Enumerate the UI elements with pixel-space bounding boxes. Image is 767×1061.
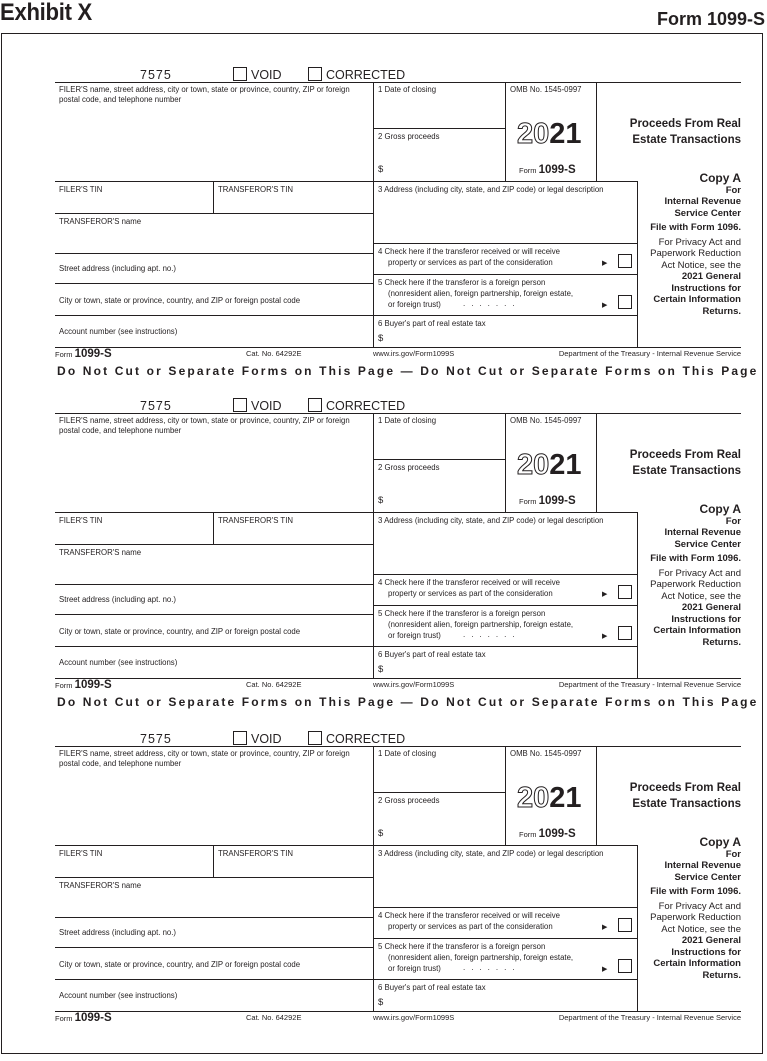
form-footer xyxy=(55,348,741,360)
box5-checkbox[interactable] xyxy=(618,295,632,309)
box2-dollar: $ xyxy=(378,164,384,175)
form-code: 7575 xyxy=(140,68,172,82)
void-label: VOID xyxy=(251,732,282,746)
form-number-box: Form 1099-S xyxy=(519,828,576,840)
city-label: City or town, state or province, country, and ZIP or foreign postal code xyxy=(59,296,301,305)
copy-a-file: File with Form 1096. xyxy=(650,886,741,897)
form-copy-1 xyxy=(0,67,767,397)
street-label: Street address (including apt. no.) xyxy=(59,264,177,273)
tax-year: 2021 xyxy=(517,782,582,814)
box5-leader-dots: ....... xyxy=(463,963,521,972)
account-label: Account number (see instructions) xyxy=(59,991,178,1000)
form-grid xyxy=(55,746,741,1012)
box6-label: 6 Buyer's part of real estate tax xyxy=(378,983,486,992)
box4-line2: property or services as part of the consideration xyxy=(388,258,553,267)
copy-a-privacy: For Privacy Act and Paperwork Reduction Act Notice, see the xyxy=(650,900,741,935)
box5-line1: 5 Check here if the transferor is a foreign person xyxy=(378,942,546,951)
box2-label: 2 Gross proceeds xyxy=(378,796,440,805)
form-copy-2 xyxy=(0,398,767,728)
footer-url[interactable]: www.irs.gov/Form1099S xyxy=(373,1013,455,1022)
void-checkbox[interactable] xyxy=(233,398,282,414)
corrected-label: CORRECTED xyxy=(326,732,406,746)
footer-department: Department of the Treasury - Internal Revenue Service xyxy=(558,1013,741,1022)
omb-label: OMB No. 1545-0997 xyxy=(510,85,582,94)
copy-a-for: For xyxy=(725,515,741,527)
city-label: City or town, state or province, country, and ZIP or foreign postal code xyxy=(59,627,301,636)
box6-label: 6 Buyer's part of real estate tax xyxy=(378,650,486,659)
box3-label: 3 Address (including city, state, and ZIP code) or legal description xyxy=(378,185,604,194)
box2-dollar: $ xyxy=(378,828,384,839)
corrected-checkbox[interactable] xyxy=(308,67,405,83)
form-side-title: Proceeds From Real Estate Transactions xyxy=(629,118,741,146)
void-box[interactable] xyxy=(233,731,247,745)
box4-checkbox[interactable] xyxy=(618,585,632,599)
footer-department: Department of the Treasury - Internal Revenue Service xyxy=(558,680,741,689)
copy-a-irs: Internal Revenue Service Center xyxy=(664,196,741,219)
box4-arrow-icon: ▶ xyxy=(602,260,608,267)
transferor-tin-label: TRANSFEROR'S TIN xyxy=(218,849,293,858)
box5-line1: 5 Check here if the transferor is a foreign person xyxy=(378,609,546,618)
street-label: Street address (including apt. no.) xyxy=(59,595,177,604)
copy-a-instructions: 2021 General Instructions for Certain Information Returns. xyxy=(653,935,741,981)
box2-dollar: $ xyxy=(378,495,384,506)
footer-form-number: Form 1099-S xyxy=(55,348,112,360)
box3-label: 3 Address (including city, state, and ZIP code) or legal description xyxy=(378,516,604,525)
omb-label: OMB No. 1545-0997 xyxy=(510,416,582,425)
box5-line2: (nonresident alien, foreign partnership, foreign estate, xyxy=(388,953,574,962)
transferor-name-label: TRANSFEROR'S name xyxy=(59,548,142,557)
form-grid xyxy=(55,82,741,348)
box4-line1: 4 Check here if the transferor received or will receive xyxy=(378,578,561,587)
box4-line2: property or services as part of the consideration xyxy=(388,922,553,931)
form-number-box: Form 1099-S xyxy=(519,164,576,176)
box5-line1: 5 Check here if the transferor is a foreign person xyxy=(378,278,546,287)
account-label: Account number (see instructions) xyxy=(59,327,178,336)
form-footer xyxy=(55,1012,741,1024)
box5-line2: (nonresident alien, foreign partnership, foreign estate, xyxy=(388,620,574,629)
copy-a-notice xyxy=(639,173,741,317)
copy-a-notice xyxy=(639,837,741,981)
corrected-checkbox[interactable] xyxy=(308,398,405,414)
transferor-tin-label: TRANSFEROR'S TIN xyxy=(218,185,293,194)
exhibit-label: Exhibit X xyxy=(0,0,92,26)
copy-a-instructions: 2021 General Instructions for Certain Information Returns. xyxy=(653,602,741,648)
copy-a-for: For xyxy=(725,184,741,196)
box5-line3: or foreign trust) xyxy=(388,964,441,973)
box5-leader-dots: ....... xyxy=(463,630,521,639)
box2-label: 2 Gross proceeds xyxy=(378,463,440,472)
filer-tin-label: FILER'S TIN xyxy=(59,849,103,858)
footer-url[interactable]: www.irs.gov/Form1099S xyxy=(373,680,455,689)
city-label: City or town, state or province, country, and ZIP or foreign postal code xyxy=(59,960,301,969)
box2-label: 2 Gross proceeds xyxy=(378,132,440,141)
transferor-tin-label: TRANSFEROR'S TIN xyxy=(218,516,293,525)
copy-a-instructions: 2021 General Instructions for Certain Information Returns. xyxy=(653,271,741,317)
filer-name-label: FILER'S name, street address, city or town, state or province, country, ZIP or foreign postal code, and telephone number xyxy=(59,416,350,435)
copy-a-irs: Internal Revenue Service Center xyxy=(664,527,741,550)
form-number-box: Form 1099-S xyxy=(519,495,576,507)
box3-label: 3 Address (including city, state, and ZIP code) or legal description xyxy=(378,849,604,858)
transferor-name-label: TRANSFEROR'S name xyxy=(59,881,142,890)
void-box[interactable] xyxy=(233,67,247,81)
corrected-checkbox[interactable] xyxy=(308,731,405,747)
filer-name-label: FILER'S name, street address, city or town, state or province, country, ZIP or foreign postal code, and telephone number xyxy=(59,749,350,768)
box4-line1: 4 Check here if the transferor received or will receive xyxy=(378,247,561,256)
box1-label: 1 Date of closing xyxy=(378,749,437,758)
cut-line-warning: Do Not Cut or Separate Forms on This Page — Do Not Cut or Separate Forms on This Page xyxy=(57,364,759,378)
footer-form-number: Form 1099-S xyxy=(55,1012,112,1024)
box5-leader-dots: ....... xyxy=(463,299,521,308)
void-checkbox[interactable] xyxy=(233,731,282,747)
box5-line2: (nonresident alien, foreign partnership, foreign estate, xyxy=(388,289,574,298)
form-grid xyxy=(55,413,741,679)
box5-arrow-icon: ▶ xyxy=(602,966,608,973)
copy-a-notice xyxy=(639,504,741,648)
box5-line3: or foreign trust) xyxy=(388,300,441,309)
footer-cat-no: Cat. No. 64292E xyxy=(246,1013,302,1022)
box1-label: 1 Date of closing xyxy=(378,416,437,425)
filer-name-label: FILER'S name, street address, city or town, state or province, country, ZIP or foreign postal code, and telephone number xyxy=(59,85,350,104)
copy-a-file: File with Form 1096. xyxy=(650,553,741,564)
footer-cat-no: Cat. No. 64292E xyxy=(246,349,302,358)
box1-label: 1 Date of closing xyxy=(378,85,437,94)
form-code: 7575 xyxy=(140,732,172,746)
copy-a-file: File with Form 1096. xyxy=(650,222,741,233)
filer-tin-label: FILER'S TIN xyxy=(59,516,103,525)
copy-a-privacy: For Privacy Act and Paperwork Reduction Act Notice, see the xyxy=(650,567,741,602)
box5-arrow-icon: ▶ xyxy=(602,302,608,309)
copy-a-title: Copy A xyxy=(699,171,741,185)
corrected-label: CORRECTED xyxy=(326,68,406,82)
corrected-box[interactable] xyxy=(308,398,322,412)
footer-form-number: Form 1099-S xyxy=(55,679,112,691)
box5-arrow-icon: ▶ xyxy=(602,633,608,640)
footer-department: Department of the Treasury - Internal Revenue Service xyxy=(558,349,741,358)
box4-checkbox[interactable] xyxy=(618,918,632,932)
corrected-box[interactable] xyxy=(308,67,322,81)
form-side-title: Proceeds From Real Estate Transactions xyxy=(629,449,741,477)
box4-line1: 4 Check here if the transferor received or will receive xyxy=(378,911,561,920)
corrected-label: CORRECTED xyxy=(326,399,406,413)
box4-checkbox[interactable] xyxy=(618,254,632,268)
box5-line3: or foreign trust) xyxy=(388,631,441,640)
form-footer xyxy=(55,679,741,691)
copy-a-title: Copy A xyxy=(699,502,741,516)
form-side-title: Proceeds From Real Estate Transactions xyxy=(629,782,741,810)
footer-url[interactable]: www.irs.gov/Form1099S xyxy=(373,349,455,358)
copy-a-irs: Internal Revenue Service Center xyxy=(664,860,741,883)
box6-dollar: $ xyxy=(378,333,384,344)
account-label: Account number (see instructions) xyxy=(59,658,178,667)
cut-line-warning: Do Not Cut or Separate Forms on This Page — Do Not Cut or Separate Forms on This Page xyxy=(57,695,759,709)
tax-year: 2021 xyxy=(517,118,582,150)
box4-line2: property or services as part of the consideration xyxy=(388,589,553,598)
box4-arrow-icon: ▶ xyxy=(602,591,608,598)
copy-a-title: Copy A xyxy=(699,835,741,849)
form-copy-3 xyxy=(0,731,767,1061)
box4-arrow-icon: ▶ xyxy=(602,924,608,931)
tax-year: 2021 xyxy=(517,449,582,481)
box6-label: 6 Buyer's part of real estate tax xyxy=(378,319,486,328)
form-code: 7575 xyxy=(140,399,172,413)
copy-a-privacy: For Privacy Act and Paperwork Reduction Act Notice, see the xyxy=(650,236,741,271)
footer-cat-no: Cat. No. 64292E xyxy=(246,680,302,689)
box5-checkbox[interactable] xyxy=(618,626,632,640)
box6-dollar: $ xyxy=(378,664,384,675)
copy-a-for: For xyxy=(725,848,741,860)
form-title: Form 1099-S xyxy=(656,9,765,29)
filer-tin-label: FILER'S TIN xyxy=(59,185,103,194)
box6-dollar: $ xyxy=(378,997,384,1008)
void-label: VOID xyxy=(251,399,282,413)
void-checkbox[interactable] xyxy=(233,67,282,83)
transferor-name-label: TRANSFEROR'S name xyxy=(59,217,142,226)
void-box[interactable] xyxy=(233,398,247,412)
omb-label: OMB No. 1545-0997 xyxy=(510,749,582,758)
street-label: Street address (including apt. no.) xyxy=(59,928,177,937)
corrected-box[interactable] xyxy=(308,731,322,745)
void-label: VOID xyxy=(251,68,282,82)
box5-checkbox[interactable] xyxy=(618,959,632,973)
